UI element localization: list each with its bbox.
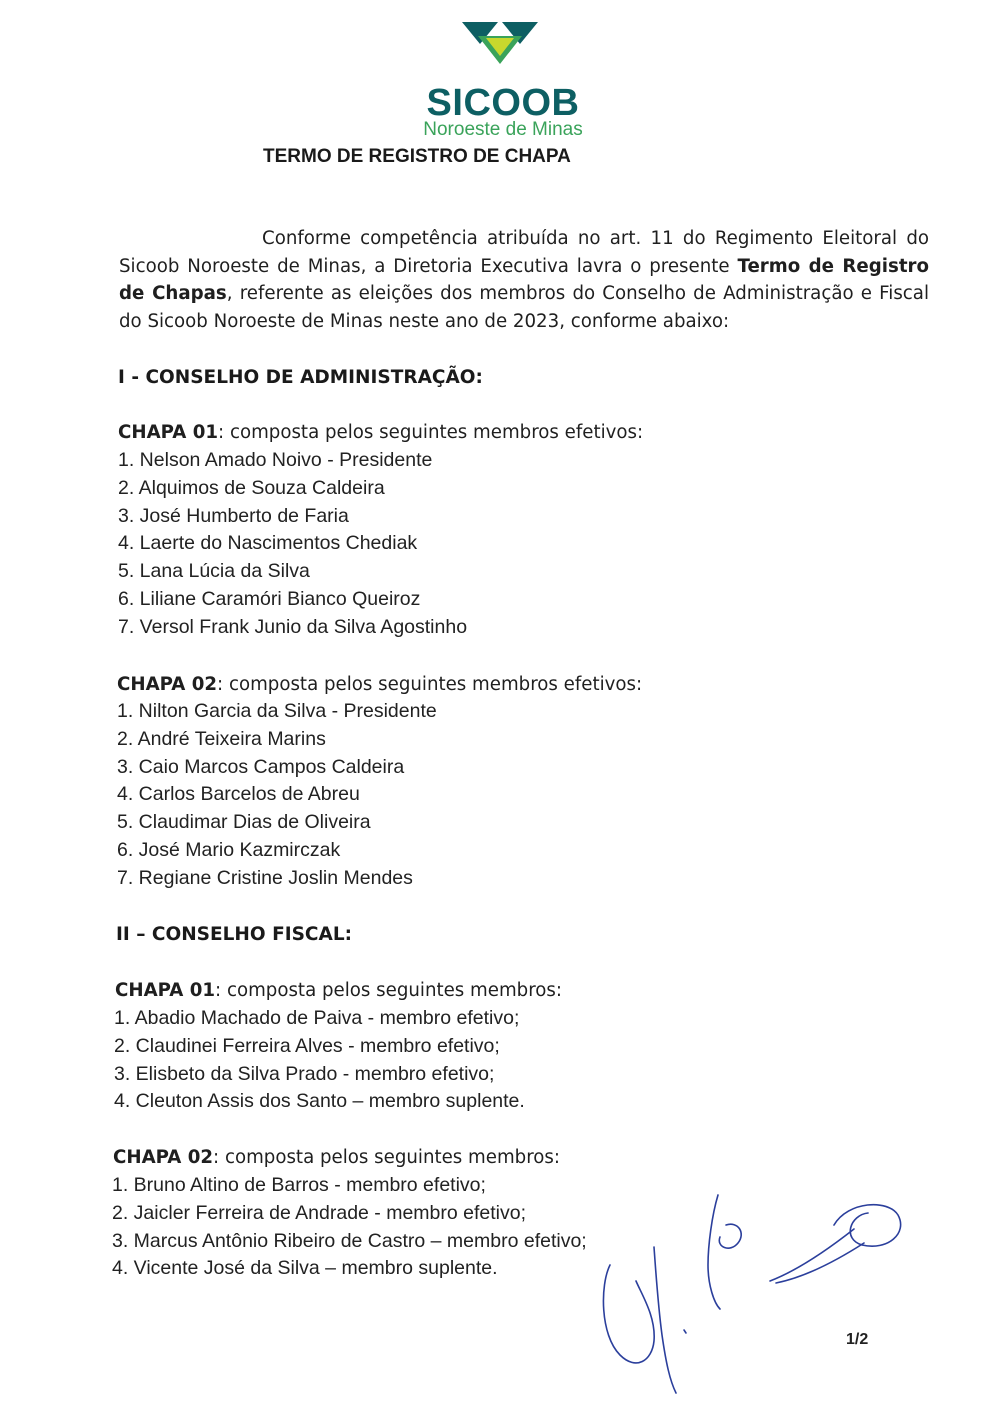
list-item: 7. Versol Frank Junio da Silva Agostinho [118,615,468,638]
list-item: 2. André Teixeira Marins [117,727,326,750]
chapa-description: : composta pelos seguintes membros: [215,980,563,1001]
section-heading-administracao: I - CONSELHO DE ADMINISTRAÇÃO: [118,367,483,388]
chapa-label-line [117,674,642,695]
member-list-adm-chapa-02 [117,698,437,893]
list-item: 1. Bruno Altino de Barros - membro efetivo; [112,1174,486,1196]
document-title: TERMO DE REGISTRO DE CHAPA [263,146,571,167]
list-item: 7. Regiane Cristine Joslin Mendes [117,866,413,889]
list-item: 4. Cleuton Assis dos Santo – membro suplente. [114,1090,525,1113]
member-list-fiscal-chapa-01 [114,1005,525,1116]
list-item: 3. Marcus Antônio Ribeiro de Castro – membro efetivo; [112,1229,587,1252]
list-item: 2. Alquimos de Souza Caldeira [118,476,385,499]
chapa-description: : composta pelos seguintes membros efetivos: [217,674,643,695]
list-item: 4. Carlos Barcelos de Abreu [117,783,360,806]
list-item: 1. Nilton Garcia da Silva - Presidente [117,700,437,722]
list-item: 4. Laerte do Nascimentos Chediak [118,532,418,555]
chapa-label: CHAPA 01 [118,422,219,443]
list-item: 6. Liliane Caramóri Bianco Queiroz [118,587,421,610]
member-list-adm-chapa-01 [118,447,467,642]
chapa-label: CHAPA 01 [115,980,216,1001]
intro-paragraph [119,225,929,335]
section-heading-fiscal: II – CONSELHO FISCAL: [116,924,353,945]
list-item: 3. Elisbeto da Silva Prado - membro efetivo; [114,1062,495,1085]
list-item: 1. Abadio Machado de Paiva - membro efetivo; [114,1007,520,1029]
list-item: 2. Jaicler Ferreira de Andrade - membro efetivo; [112,1201,527,1224]
member-list-fiscal-chapa-02 [112,1172,587,1283]
chapa-description: : composta pelos seguintes membros efetivos: [218,422,644,443]
page-number: 1/2 [846,1331,869,1348]
list-item: 6. José Mario Kazmirczak [117,838,341,861]
chapa-label: CHAPA 02 [113,1147,214,1168]
signature-strokes [596,1185,906,1400]
list-item: 1. Nelson Amado Noivo - Presidente [118,449,433,471]
chapa-label: CHAPA 02 [117,674,218,695]
sicoob-logo [0,14,1000,140]
sicoob-triangle-icon [462,14,538,66]
list-item: 3. José Humberto de Faria [118,504,349,527]
handwritten-signatures [596,1185,906,1404]
intro-text-1: Conforme competência atribuída no art. 11 do Regimento Eleitoral do Sicoob Noroeste de Minas, a Diretoria Executiva lavra o presente [119,228,929,277]
intro-text-2: , referente as eleições dos membros do Conselho de Administração e Fiscal do Sicoob Noroeste de Minas neste ano de 2023, conforme abaixo: [119,283,929,332]
list-item: 5. Claudimar Dias de Oliveira [117,811,371,834]
chapa-description: : composta pelos seguintes membros: [213,1147,561,1168]
chapa-label-line [118,422,643,443]
list-item: 3. Caio Marcos Campos Caldeira [117,755,405,778]
logo-name: SICOOB [426,82,580,124]
chapa-label-line [115,980,562,1001]
list-item: 4. Vicente José da Silva – membro suplente. [112,1257,498,1280]
logo-subtitle: Noroeste de Minas [423,119,583,140]
list-item: 2. Claudinei Ferreira Alves - membro efetivo; [114,1034,500,1057]
list-item: 5. Lana Lúcia da Silva [118,560,310,583]
intro-bold-text: Termo de Registro de Chapas [119,255,929,304]
chapa-label-line [113,1147,560,1168]
